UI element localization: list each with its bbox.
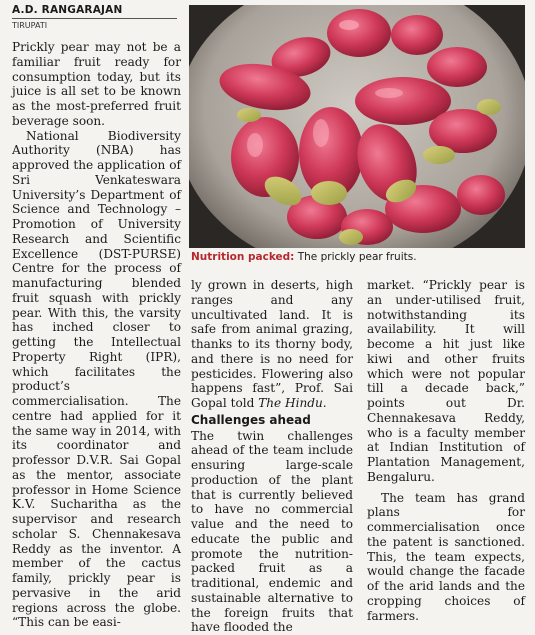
body-text-end: .	[323, 396, 327, 410]
article-column-1	[12, 40, 181, 630]
body-paragraph: market. “Prickly pear is an under-utilised fruit, notwithstanding its availability. It will become a hit just like kiwi and other fruits which were not popular till a decade back,” points out Dr. Chennakesava Reddy, who is a faculty member at Indian Institution of Plantation Management, Bengaluru.	[367, 278, 525, 485]
article-column-2	[191, 278, 353, 635]
publication-name: The Hindu	[258, 396, 323, 410]
body-paragraph	[191, 278, 353, 411]
fruit-photo	[189, 5, 525, 248]
photo-caption	[191, 251, 525, 263]
body-paragraph: The twin challenges ahead of the team include ensuring large-scale production of the plant that is currently believed to have no commercial value and the need to educate the public and promote the nutrition-packed fruit as a traditional, endemic and sustainable alternative to the foreign fruits that have flooded the	[191, 429, 353, 635]
body-paragraph: National Biodiversity Authority (NBA) has approved the application of Sri Venkateswara University’s Department of Science and Technology – Promotion of University Research and Scientific Excellence (DST-PURSE) Centre for the process of manufacturing blended fruit squash with prickly pear. With this, the varsity has inched closer to getting the Intellectual Property Right (IPR), which facilitates the product’s commercialisation. The centre had applied for it the same way in 2014, with its coordinator and professor D.V.R. Sai Gopal as the mentor, associate professor in Home Science K.V. Sucharitha as the supervisor and research scholar S. Chennakesava Reddy as the inventor. A member of the cactus family, prickly pear is pervasive in the arid regions across the globe. “This can be easi-	[12, 129, 181, 631]
caption-text: The prickly pear fruits.	[294, 251, 416, 263]
caption-lead: Nutrition packed:	[191, 251, 294, 263]
byline-rule	[12, 18, 177, 19]
prickly-pear-fruits-image	[189, 5, 525, 248]
subheading: Challenges ahead	[191, 413, 353, 428]
dateline: TIRUPATI	[12, 21, 47, 30]
author-byline: A.D. RANGARAJAN	[12, 4, 172, 16]
article-column-3	[367, 278, 525, 623]
lead-paragraph: Prickly pear may not be a familiar fruit ready for consumption today, but its juice is all set to be known as the most-preferred fruit beverage soon.	[12, 40, 181, 129]
body-paragraph: The team has grand plans for commercialisation once the patent is sanctioned. This, the team expects, would change the facade of the arid lands and the cropping choices of farmers.	[367, 491, 525, 624]
body-text: ly grown in deserts, high ranges and any uncultivated land. It is safe from animal grazing, thanks to its thorny body, and there is no need for pesticides. Flowering also happens fast”, Prof. Sai Gopal told	[191, 278, 353, 410]
